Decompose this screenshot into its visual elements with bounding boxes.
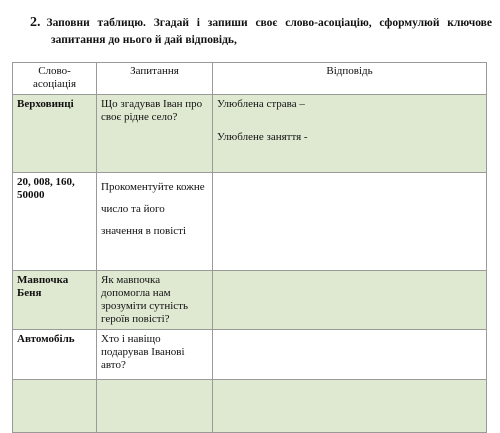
question-cell: Хто і навіщо подарував Іванові авто? <box>97 330 213 380</box>
task-heading <box>30 14 492 49</box>
question-cell[interactable] <box>97 380 213 433</box>
word-cell: Верховинці <box>13 95 97 173</box>
question-cell: Прокоментуйте кожне число та його значення в повісті <box>97 173 213 271</box>
question-cell: Як мавпочка допомогла нам зрозуміти сутність героїв повісті? <box>97 271 213 330</box>
table-row <box>13 173 487 271</box>
word-cell: Автомобіль <box>13 330 97 380</box>
answer-cell[interactable] <box>213 95 487 173</box>
word-cell[interactable] <box>13 380 97 433</box>
word-cell: 20, 008, 160, 50000 <box>13 173 97 271</box>
table-row <box>13 271 487 330</box>
table-row <box>13 330 487 380</box>
table-row <box>13 95 487 173</box>
answer-line-2: Улюблене заняття - <box>217 131 308 143</box>
answer-cell[interactable] <box>213 330 487 380</box>
answer-cell[interactable] <box>213 271 487 330</box>
word-cell: Мавпочка Беня <box>13 271 97 330</box>
header-question: Запитання <box>97 63 213 95</box>
header-word: Слово-асоціація <box>13 63 97 95</box>
answer-cell[interactable] <box>213 380 487 433</box>
table-row <box>13 380 487 433</box>
table-header-row <box>13 63 487 95</box>
task-text-line-2: запитання до нього й дай відповідь, <box>51 34 237 46</box>
answer-line-1: Улюблена страва – <box>217 98 305 110</box>
answer-cell[interactable] <box>213 173 487 271</box>
task-heading-line-1 <box>30 14 492 32</box>
header-answer: Відповідь <box>213 63 487 95</box>
task-number: 2. <box>30 15 41 30</box>
task-text-line-1: Заповни таблицю. Згадай і запиши своє слово-асоціацію, сформулюй ключове <box>46 17 492 29</box>
answer-table <box>12 62 487 433</box>
question-cell: Що згадував Іван про своє рідне село? <box>97 95 213 173</box>
